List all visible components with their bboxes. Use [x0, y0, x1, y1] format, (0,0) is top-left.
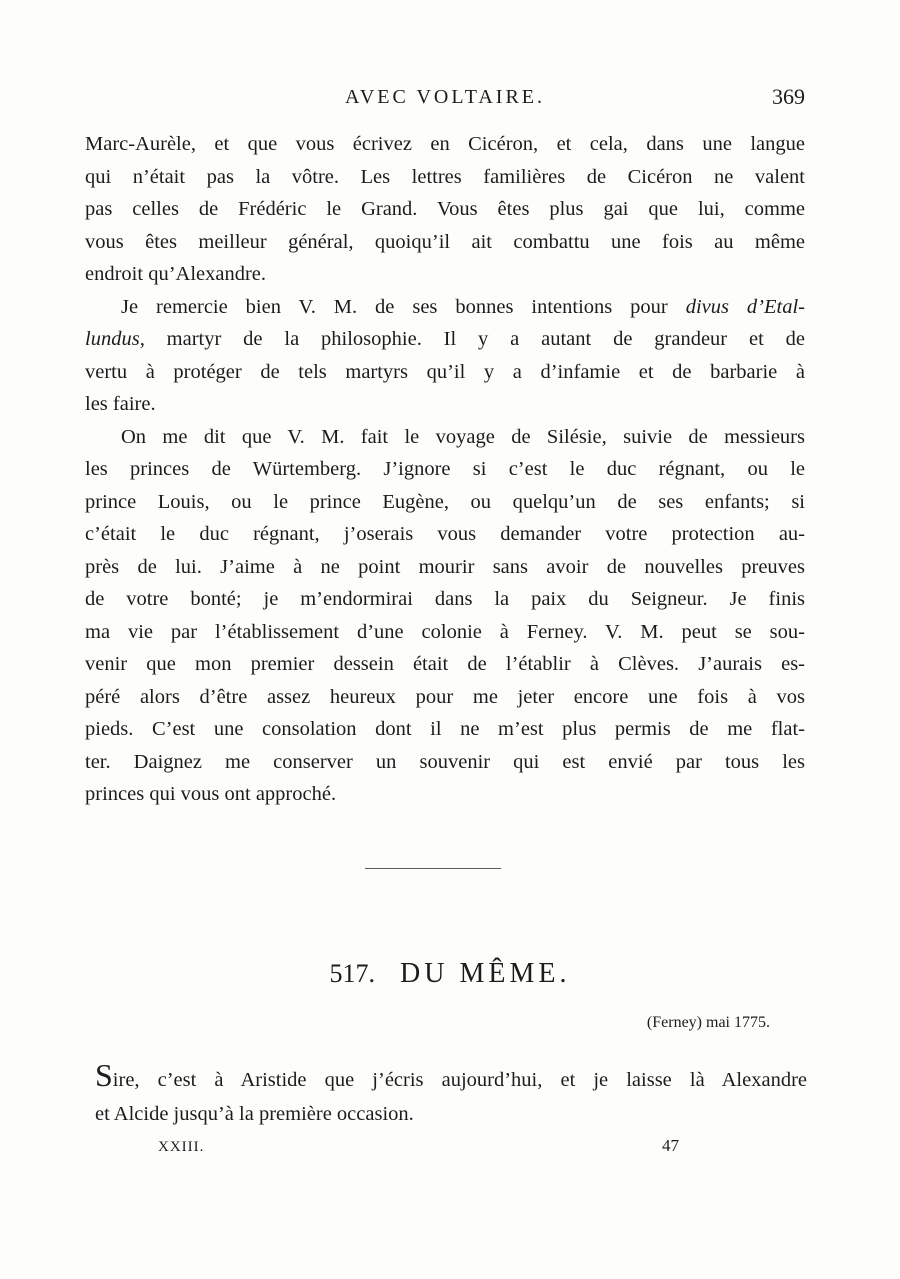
- page-number: 369: [772, 84, 805, 109]
- text-line: On me dit que V. M. fait le voyage de Silésie, suivie de messieurs: [121, 425, 805, 448]
- text-line: [85, 291, 805, 324]
- letter-number: 517.: [329, 959, 376, 988]
- text-line: endroit qu’Alexandre.: [85, 263, 267, 285]
- text-run: , martyr de la philosophie. Il y a autant de grandeur et de: [139, 328, 805, 350]
- text-line: princes qui vous ont approché.: [85, 783, 337, 805]
- text-line: ter. Daignez me conserver un souvenir qui est envié par tous les: [85, 750, 805, 773]
- letter-text: [95, 1058, 807, 1131]
- text-line: pas celles de Frédéric le Grand. Vous êtes plus gai que lui, comme: [85, 198, 805, 220]
- italic-latin-name: divus d’Etal-: [685, 295, 806, 318]
- running-title: AVEC VOLTAIRE.: [344, 86, 546, 108]
- sheet-number: 47: [662, 1136, 679, 1155]
- text-line: vous êtes meilleur général, quoiqu’il ait combattu une fois au même: [85, 230, 805, 253]
- running-head: [85, 86, 805, 116]
- text-line: de votre bonté; je m’endormirai dans la paix du Seigneur. Je finis: [85, 588, 805, 610]
- text-line: [95, 1058, 807, 1097]
- text-line: qui n’était pas la vôtre. Les lettres familières de Cicéron ne valent: [85, 165, 805, 188]
- section-divider: [365, 868, 501, 869]
- text-run: ire, c’est à Aristide que j’écris aujourd’hui, et je laisse là Alexandre: [112, 1069, 807, 1091]
- italic-latin-name: lundus: [85, 328, 140, 350]
- letter-date: (Ferney) mai 1775.: [646, 1014, 770, 1031]
- letter-heading: [0, 958, 900, 990]
- drop-cap: S: [95, 1057, 113, 1093]
- letter-title: DU MÊME.: [400, 958, 571, 989]
- text-line: et Alcide jusqu’à la première occasion.: [95, 1103, 414, 1125]
- paragraph-1: [85, 128, 805, 291]
- text-line: péré alors d’être assez heureux pour me jeter encore une fois à vos: [85, 685, 805, 708]
- body-text: [85, 128, 805, 811]
- text-line: ma vie par l’établissement d’une colonie à Ferney. V. M. peut se sou-: [85, 620, 805, 643]
- paragraph-2: [85, 291, 805, 421]
- text-line: Marc-Aurèle, et que vous écrivez en Cicéron, et cela, dans une langue: [85, 133, 805, 155]
- text-line: les princes de Würtemberg. J’ignore si c’est le duc régnant, ou le: [85, 458, 805, 480]
- text-line: les faire.: [85, 393, 156, 415]
- paragraph-3: [85, 421, 805, 811]
- text-line: vertu à protéger de tels martyrs qu’il y a d’infamie et de barbarie à: [85, 360, 805, 383]
- text-line: venir que mon premier dessein était de l’établir à Clèves. J’aurais es-: [85, 653, 805, 675]
- text-line: prince Louis, ou le prince Eugène, ou quelqu’un de ses enfants; si: [85, 490, 805, 513]
- text-line: [85, 323, 805, 356]
- signature-mark: XXIII.: [158, 1139, 205, 1155]
- text-line: près de lui. J’aime à ne point mourir sans avoir de nouvelles preuves: [85, 555, 805, 578]
- text-run: Je remercie bien V. M. de ses bonnes intentions pour: [121, 295, 686, 318]
- text-line: c’était le duc régnant, j’oserais vous demander votre protection au-: [85, 523, 805, 545]
- text-line: pieds. C’est une consolation dont il ne m’est plus permis de me flat-: [85, 718, 805, 740]
